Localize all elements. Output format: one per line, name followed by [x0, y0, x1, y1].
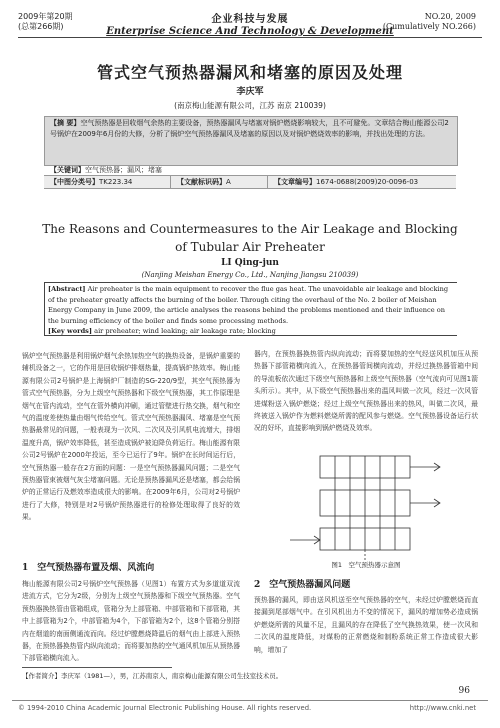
abstract-cn [50, 118, 450, 140]
keywords-cn-label: 【关键词】 [50, 166, 85, 174]
issue-total: (总第266期) [18, 22, 64, 31]
article-id-value: 1674-0688(2009)20-0096-03 [316, 178, 419, 186]
title-en-line2: of Tubular Air Preheater [175, 240, 325, 254]
author-cn: 李庆军 [236, 87, 264, 97]
journal-name-cn: 企业科技与发展 [211, 14, 289, 25]
issue-number: 2009年第20期 [18, 12, 73, 21]
abstract-cn-label: 【摘 要】 [50, 119, 81, 127]
section-1-heading: 1 空气预热器布置及烟、风流向 [22, 563, 155, 573]
doc-code-value: A [226, 178, 231, 186]
author-footnote: 【作者简介】李庆军（1981—），男，江苏南京人，南京梅山能源有限公司生技室技术员。 [22, 672, 283, 680]
air-preheater-diagram [280, 452, 450, 562]
journal-name-en: Enterprise Science And Technology & Development [106, 26, 394, 37]
affiliation-en: (Nanjing Meishan Energy Co., Ltd., Nanjing Jiangsu 210039) [141, 271, 359, 279]
body-intro: 锅炉空气预热器是利用锅炉烟气余热加热空气的换热设备，是锅炉重要的辅机设备之一，它的作用是回收锅炉排烟热量，提高锅炉热效率。梅山能源有限公司2号锅炉是上海锅炉厂制造的SG-220/9型，其空气预热器为管式空气预热器，分为上级空气预热器和下级空气预热器，其工作原理是烟气在管内流动，空气在管外横向冲刷，通过管壁进行热交换，烟气和空气的温度差使热量由烟气传给空气。管式空气预热器漏风、堵塞是空气预热器最常见的问题，一般表现为一次风、二次风及引风机电流增大，排烟温度升高，锅炉效率降低，甚至造成锅炉被迫降负荷运行。梅山能源有限公司2号锅炉在2000年投运，至今已运行了9年。锅炉在长时间运行后，空气预热器一般存在2方面的问题：一是空气预热器漏风问题；二是空气预热器管束被烟气灰尘堵塞问题。无论是预热器漏风还是堵塞，都会给锅炉的正常运行及燃效率造成很大的影响。在2009年6月，公司对2号锅炉进行了大修，特别是对2号锅炉预热器进行的检修处理取得了良好的效果。 [22, 352, 240, 522]
issue-number-en: NO.20, 2009 [424, 12, 476, 21]
keywords-en-text: air preheater; wind leaking; air leakage rate; blocking [94, 327, 276, 335]
keywords-en-label: [Key words] [48, 327, 93, 335]
body-right-top: 器内，在预热器换热管内纵向流动；而将要加热的空气经送风机加压从预热器下部管箱横向流入，在预热器管间横向流动，并经过换热器管箱中间的导流板依次通过下级空气预热器和上级空气预热器（空气流向可见图1箭头所示）。其中，从下级空气预热器出来的温风叫做一次风，经过一次风管进煤粉送入锅炉燃烧；经过上级空气预热器出来的热风，叫做二次风，最终被送入锅炉作为燃料燃烧所需的配风参与燃烧。空气预热器设备运行状况的好坏，直接影响到锅炉燃烧及效率。 [254, 350, 478, 433]
header-divider [18, 37, 482, 38]
footer-copyright: © 1994-2010 China Academic Journal Electronic Publishing House. All rights reserved. [18, 704, 312, 712]
article-id-cell [268, 176, 456, 188]
keywords-en [48, 326, 450, 336]
clc-label: 【中图分类号】 [50, 178, 99, 186]
keywords-cn-text: 空气预热器；漏风；堵塞 [85, 166, 162, 174]
journal-issue-right [383, 12, 476, 32]
section-1-body: 梅山能源有限公司2号锅炉空气预热器（见图1）布置方式为多道道双流进流方式，它分为2级，分别为上级空气预热器和下级空气预热器。空气预热器换热管由管箱组成，管箱分为上部管箱、中部管箱和下部管箱，其中上部管箱为2个，中部管箱为4个，下部管箱为2个，这8个管箱分别搭内在烟道的南面侧通流而向。经过炉膛燃烧降温后的烟气由上部进入预热器，在预热器换热管内纵向流动；而将要加热的空气通风机加压从预热器下部管箱横向流入。 [22, 580, 240, 663]
footnote-divider [22, 667, 172, 668]
footer-divider [12, 700, 488, 701]
footer-url[interactable]: http://www.cnki.net [409, 704, 476, 712]
figure-caption: 图1 空气预热器示意图 [331, 561, 401, 569]
issue-cumulative: (Cumulatively NO.266) [382, 22, 476, 31]
doc-code-label: 【文献标识码】 [177, 178, 226, 186]
section-2-heading: 2 空气预热器漏风问题 [254, 580, 351, 590]
article-title-cn: 管式空气预热器漏风和堵塞的原因及处理 [96, 63, 403, 82]
abstract-en [48, 284, 450, 326]
abstract-cn-text: 空气预热器是回收烟气余热的主要设备，预热器漏风与堵塞对锅炉燃烧影响较大，且不可避免。文章结合梅山能源公司2号锅炉在2009年6月份的大修，分析了锅炉空气预热器漏风及堵塞的原因以及对锅炉燃烧效率的影响，并找出处理的方法。 [50, 119, 449, 138]
section-2-body: 预热器的漏风，即由送风机送至空气预热器的空气，未经过炉膛燃烧而直接漏到尾部烟气中。在引风机出力不变的情况下，漏风的增加势必造成锅炉燃烧所需的风量不足，且漏风的存在降低了空气换热效果，使一次风和二次风的温度降低，对煤粉的正常燃烧和制粉系统正常工作造成很大影响，增加了 [254, 596, 478, 654]
abstract-en-label: [Abstract] [48, 285, 86, 293]
abstract-en-text: Air preheater is the main equipment to recover the flue gas heat. The unavoidable air leakage and blocking of the preheater greatly affects the burning of the boiler. Through citing the overhaul of the No. 2 boiler of Meishan Energy Company in June 2009, the article analyses the reasons behind the problems mentioned and their influence on the burning efficiency of the boiler and finds some processing methods. [48, 285, 449, 325]
clc-value: TK223.34 [99, 178, 133, 186]
keywords-cn [44, 164, 456, 176]
title-en-line1: The Reasons and Countermeasures to the Air Leakage and Blocking [42, 222, 458, 236]
doc-code-cell [171, 176, 268, 188]
page-number: 96 [458, 686, 470, 696]
clc-cell [44, 176, 171, 188]
classification-row [44, 176, 456, 189]
affiliation-cn: (南京梅山能源有限公司，江苏 南京 210039) [174, 101, 326, 110]
author-en: LI Qing-jun [221, 258, 279, 268]
article-title-en [0, 220, 500, 256]
article-id-label: 【文章编号】 [274, 178, 316, 186]
